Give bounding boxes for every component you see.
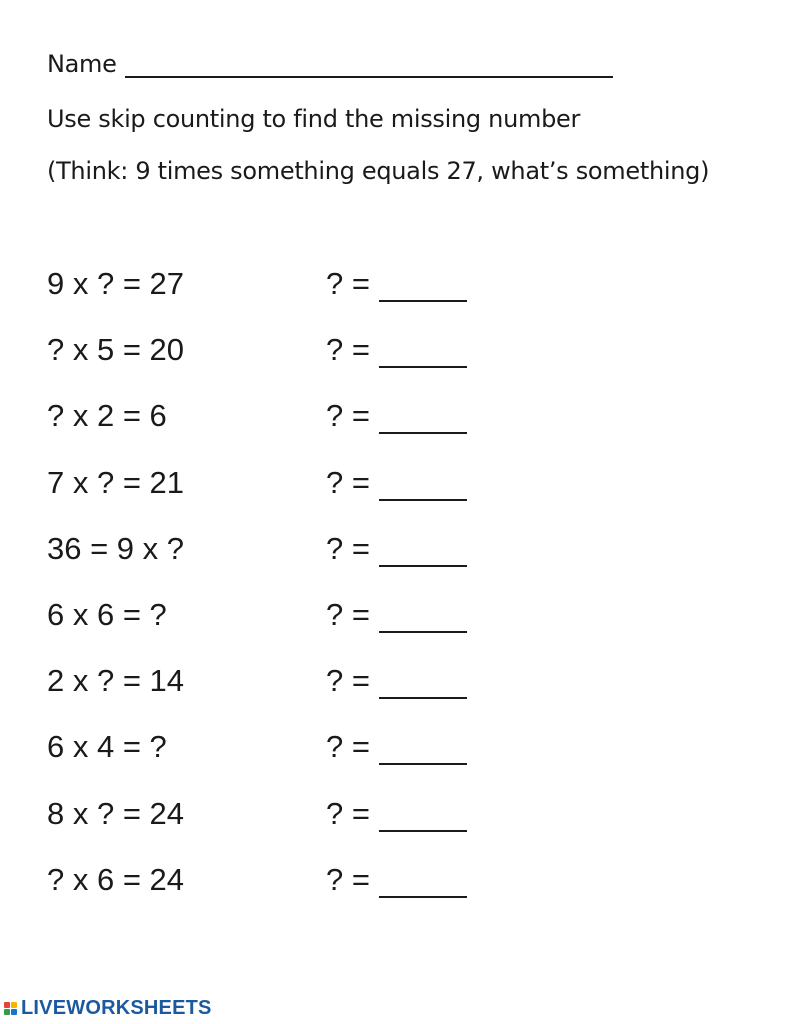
logo-square — [4, 1002, 10, 1008]
answer-prompt: ? = — [326, 861, 370, 897]
footer-brand — [4, 997, 212, 1020]
answer-blank[interactable] — [379, 469, 467, 501]
problem-equation: 9 x ? = 27 — [47, 266, 185, 301]
hint-text: (Think: 9 times something equals 27, what’s something) — [47, 157, 710, 185]
answer-area — [326, 332, 467, 368]
answer-blank[interactable] — [379, 800, 467, 832]
problem-equation: ? x 6 = 24 — [47, 861, 185, 897]
logo-square — [11, 1002, 17, 1008]
answer-area — [326, 729, 467, 765]
answer-prompt: ? = — [326, 663, 370, 699]
answer-blank[interactable] — [379, 667, 467, 699]
answer-prompt: ? = — [326, 729, 370, 765]
answer-prompt: ? = — [326, 266, 370, 301]
name-blank-line[interactable] — [125, 50, 613, 78]
problem-equation: 2 x ? = 14 — [47, 663, 185, 699]
answer-blank[interactable] — [379, 402, 467, 434]
answer-area — [326, 531, 467, 567]
answer-blank[interactable] — [379, 866, 467, 898]
problem-equation: 7 x ? = 21 — [47, 464, 185, 500]
problem-equation: 8 x ? = 24 — [47, 795, 185, 831]
logo-square — [11, 1009, 17, 1015]
answer-prompt: ? = — [326, 596, 370, 632]
logo-square — [4, 1009, 10, 1015]
answer-blank[interactable] — [379, 601, 467, 633]
instruction-text: Use skip counting to find the missing number — [47, 105, 581, 133]
answer-prompt: ? = — [326, 795, 370, 831]
answer-prompt: ? = — [326, 398, 370, 434]
answer-area — [326, 796, 467, 832]
answer-area — [326, 266, 467, 302]
answer-blank[interactable] — [379, 336, 467, 368]
answer-blank[interactable] — [379, 733, 467, 765]
answer-area — [326, 597, 467, 633]
problem-equation: 36 = 9 x ? — [47, 530, 185, 566]
answer-area — [326, 862, 467, 898]
problem-equation: 6 x 4 = ? — [47, 729, 167, 765]
brand-name: LIVEWORKSHEETS — [21, 997, 212, 1019]
problem-equation: ? x 2 = 6 — [47, 398, 167, 434]
answer-prompt: ? = — [326, 530, 370, 566]
problem-equation: ? x 5 = 20 — [47, 332, 185, 368]
problem-equation: 6 x 6 = ? — [47, 596, 167, 632]
answer-prompt: ? = — [326, 464, 370, 500]
answer-prompt: ? = — [326, 332, 370, 368]
name-field-row — [47, 50, 613, 78]
answer-area — [326, 663, 467, 699]
answer-blank[interactable] — [379, 270, 467, 302]
name-label: Name — [47, 50, 117, 78]
answer-area — [326, 398, 467, 434]
answer-blank[interactable] — [379, 535, 467, 567]
answer-area — [326, 465, 467, 501]
liveworksheets-logo-icon — [4, 1002, 17, 1015]
